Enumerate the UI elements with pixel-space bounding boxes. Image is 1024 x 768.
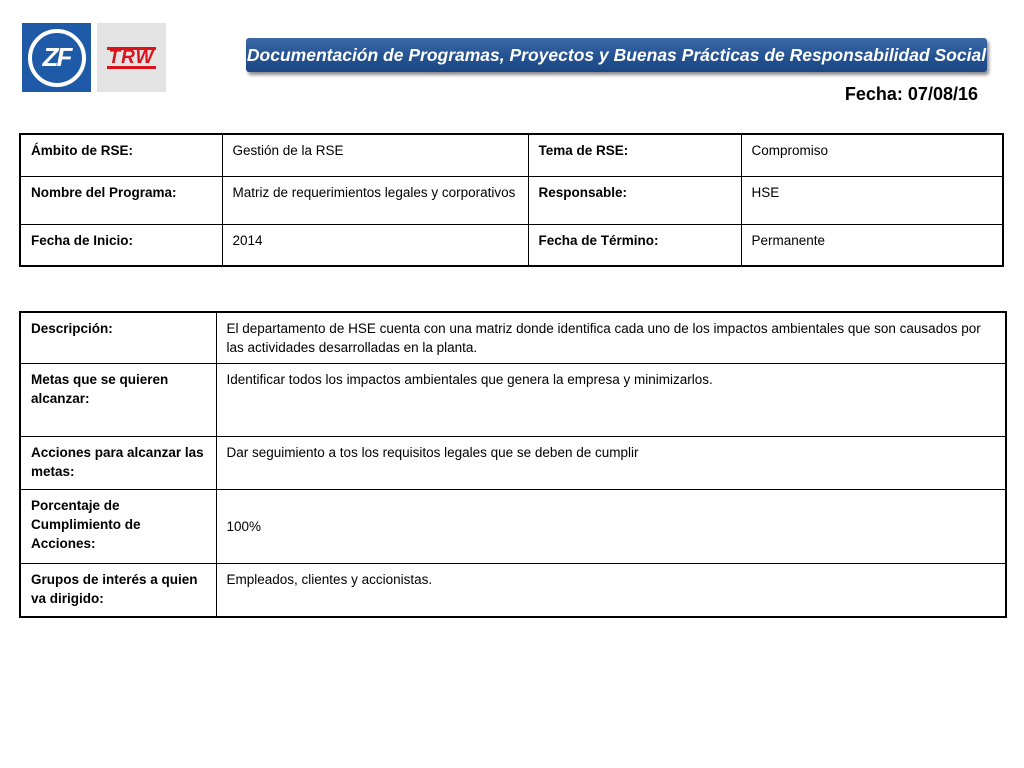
detail-row (20, 564, 1006, 617)
trw-logo-text: TRW (108, 46, 155, 68)
info-label: Fecha de Término: (528, 224, 741, 266)
zf-logo (22, 23, 91, 92)
detail-value: Empleados, clientes y accionistas. (216, 564, 1006, 617)
trw-logo (97, 23, 166, 92)
detail-value: Identificar todos los impactos ambientales que genera la empresa y minimizarlos. (216, 364, 1006, 437)
info-label: Tema de RSE: (528, 134, 741, 176)
info-value: Gestión de la RSE (222, 134, 528, 176)
program-detail-table (19, 311, 1007, 618)
detail-value: 100% (216, 490, 1006, 564)
detail-label: Acciones para alcanzar las metas: (20, 437, 216, 490)
program-info-table (19, 133, 1004, 267)
detail-label: Descripción: (20, 312, 216, 364)
info-value: Compromiso (741, 134, 1003, 176)
detail-row (20, 312, 1006, 364)
page-title-banner (246, 38, 987, 72)
info-label: Ámbito de RSE: (20, 134, 222, 176)
zf-logo-text: ZF (28, 29, 86, 87)
info-row (20, 134, 1003, 176)
info-value: HSE (741, 176, 1003, 224)
info-row (20, 224, 1003, 266)
page-title: Documentación de Programas, Proyectos y Buenas Prácticas de Responsabilidad Social (246, 44, 987, 65)
detail-label: Grupos de interés a quien va dirigido: (20, 564, 216, 617)
detail-row (20, 364, 1006, 437)
info-row (20, 176, 1003, 224)
info-label: Nombre del Programa: (20, 176, 222, 224)
info-value: Matriz de requerimientos legales y corporativos (222, 176, 528, 224)
info-value: Permanente (741, 224, 1003, 266)
detail-value: El departamento de HSE cuenta con una matriz donde identifica cada uno de los impactos ambientales que son causados por las actividades desarrolladas en la planta. (216, 312, 1006, 364)
info-label: Fecha de Inicio: (20, 224, 222, 266)
info-label: Responsable: (528, 176, 741, 224)
detail-row (20, 490, 1006, 564)
detail-label: Metas que se quieren alcanzar: (20, 364, 216, 437)
detail-row (20, 437, 1006, 490)
document-date: Fecha: 07/08/16 (844, 84, 978, 104)
detail-label: Porcentaje de Cumplimiento de Acciones: (20, 490, 216, 564)
info-value: 2014 (222, 224, 528, 266)
detail-value: Dar seguimiento a tos los requisitos legales que se deben de cumplir (216, 437, 1006, 490)
